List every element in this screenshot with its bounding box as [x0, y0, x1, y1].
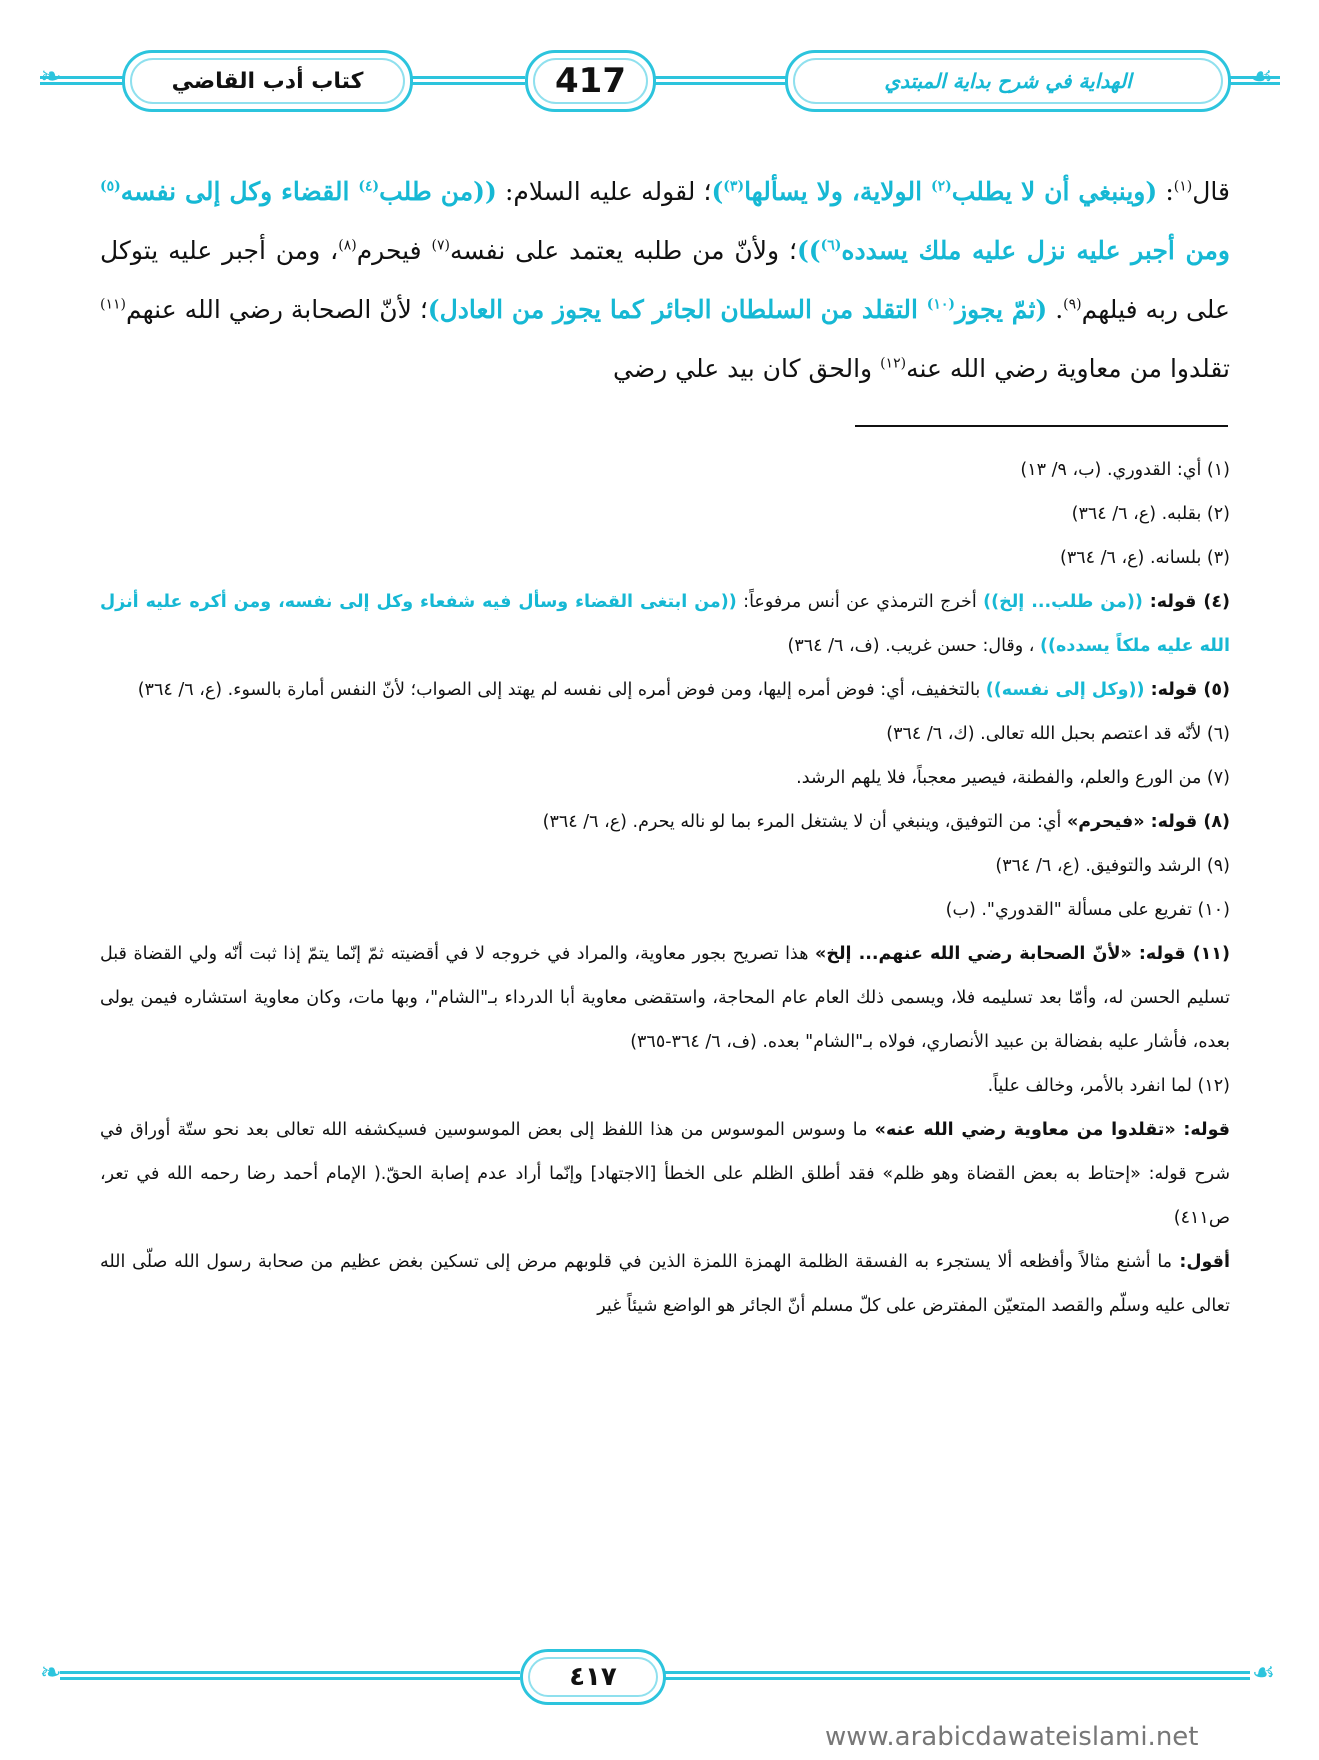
- header-rule-mid-right: [648, 76, 788, 79]
- footnote-10: (١٠) تفريع على مسألة "القدوري". (ب): [945, 900, 1230, 920]
- footer-page-number: ٤١٧: [569, 1662, 617, 1692]
- book-title: الهداية في شرح بداية المبتدي: [884, 69, 1132, 93]
- footnote-12: (١٢) لما انفرد بالأمر، وخالف علياً.: [987, 1076, 1230, 1096]
- ornament-right-icon: ☙: [1250, 62, 1274, 92]
- ornament-left-icon: ❧: [40, 62, 62, 92]
- footnote-11: (١١) قوله: «لأنّ الصحابة رضي الله عنهم... إلخ» هذا تصريح بجور معاوية، والمراد في خروجه لا في أقضيته ثمّ إنّما يتمّ إذا ثبت أنّه ولي القضاة قبل تسليم الحسن له، وأمّا بعد تسليمه فلا، ويسمى ذلك العام عام المحاجة، واستقضى معاوية أبا الدرداء بـ"الشام"، وبها مات، وكان معاوية استشاره فيمن يولى بعده، فأشار عليه بفضالة بن عبيد الأنصاري، فولاه بـ"الشام" بعده. (ف، ٦/ ٣٦٤-٣٦٥): [100, 944, 1230, 1052]
- footnote-6: (٦) لأنّه قد اعتصم بحبل الله تعالى. (ك، ٦/ ٣٦٤): [886, 724, 1230, 744]
- footer-ornament-right-icon: ☙: [1252, 1658, 1276, 1688]
- footnote-5: (٥) قوله: ((وكل إلى نفسه)) بالتخفيف، أي: فوض أمره إليها، ومن فوض أمره إلى نفسه لم يهتد إلى الصواب؛ لأنّ النفس أمارة بالسوء. (ع، ٦/ ٣٦٤): [137, 680, 1230, 700]
- header-rule-mid-right-2: [648, 82, 788, 85]
- footer-page-number-cartouche: [520, 1649, 666, 1705]
- header-rule-mid-left-2: [405, 82, 525, 85]
- page-footer: [40, 1645, 1280, 1705]
- footnote-3: (٣) بلسانه. (ع، ٦/ ٣٦٤): [1060, 548, 1230, 568]
- section-title: كتاب أدب القاضي: [171, 68, 364, 94]
- footnote-4: (٤) قوله: ((من طلب... إلخ)) أخرج الترمذي عن أنس مرفوعاً: ((من ابتغى القضاء وسأل فيه شفعاء وكل إلى نفسه، ومن أكره عليه أنزل الله عليه ملكاً يسدده)) ، وقال: حسن غريب. (ف، ٦/ ٣٦٤): [100, 592, 1231, 656]
- footnote-2: (٢) بقلبه. (ع، ٦/ ٣٦٤): [1071, 504, 1230, 524]
- footnote-7: (٧) من الورع والعلم، والفطنة، فيصير معجباً، فلا يلهم الرشد.: [796, 768, 1230, 788]
- marginal-note-aqulu: أقول: ما أشنع مثالاً وأفظعه ألا يستجرء به الفسقة الظلمة الهمزة اللمزة الذين في قلوبهم مرض إلى تسكين بغض عظيم من صحابة رسول الله صلّى الله تعالى عليه وسلّم والقصد المتعيّن المفترض على كلّ مسلم أنّ الجائر هو الواضع شيئاً غير: [100, 1252, 1230, 1316]
- page-number-cartouche: [525, 50, 656, 112]
- footnotes: [100, 448, 1230, 1328]
- section-title-cartouche: [122, 50, 413, 112]
- footer-rule-right: [660, 1671, 1250, 1674]
- footnote-8: (٨) قوله: «فيحرم» أي: من التوفيق، وينبغي أن لا يشتغل المرء بما لو ناله يحرم. (ع، ٦/ ٣٦٤): [542, 812, 1230, 832]
- main-paragraph: قال$^{(١)}$: (وينبغي أن لا يطلب$^{(٢)}$ الولاية، ولا يسألها$^{(٣)}$)؛ لقوله عليه السلام: ((من طلب$^{(٤)}$ القضاء وكل إلى نفسه$^{(٥)}$ ومن أجبر عليه نزل عليه ملك يسدده$^{(٦)}$))؛ ولأنّ من طلبه يعتمد على نفسه$^{(٧)}$ فيحرم$^{(٨)}$، ومن أجبر عليه يتوكل على ربه فيلهم$^{(٩)}$. (ثمّ يجوز$^{(١٠)}$ التقلد من السلطان الجائر كما يجوز من العادل)؛ لأنّ الصحابة رضي الله عنهم$^{(١١)}$ تقلدوا من معاوية رضي الله عنه$^{(١٢)}$ والحق كان بيد علي رضي: [100, 177, 1231, 383]
- footnote-9: (٩) الرشد والتوفيق. (ع، ٦/ ٣٦٤): [995, 856, 1230, 876]
- footnote-separator: [855, 425, 1228, 427]
- footnote-1: (١) أي: القدوري. (ب، ٩/ ١٣): [1020, 460, 1230, 480]
- header-rule-mid-left: [405, 76, 525, 79]
- book-title-cartouche: [785, 50, 1231, 112]
- footer-rule-left-2: [60, 1677, 520, 1680]
- footer-ornament-left-icon: ❧: [40, 1658, 62, 1688]
- page-number: 417: [555, 61, 626, 101]
- website-watermark: www.arabicdawateislami.net: [825, 1722, 1199, 1752]
- marginal-note-qawluhu: قوله: «تقلدوا من معاوية رضي الله عنه» ما وسوس الموسوس من هذا اللفظ إلى بعض الموسوسين فسيكشفه الله تعالى بعد نحو ستّة أوراق في شرح قوله: «إحتاط به بعض القضاة وهو ظلم» فقد أطلق الظلم على الخطأ [الاجتهاد] وإنّما أراد عدم إصابة الحقّ.( الإمام أحمد رضا رحمه الله في تعر، ص٤١١): [100, 1120, 1230, 1228]
- footer-rule-right-2: [660, 1677, 1250, 1680]
- page-header: [40, 42, 1280, 120]
- footer-rule-left: [60, 1671, 520, 1674]
